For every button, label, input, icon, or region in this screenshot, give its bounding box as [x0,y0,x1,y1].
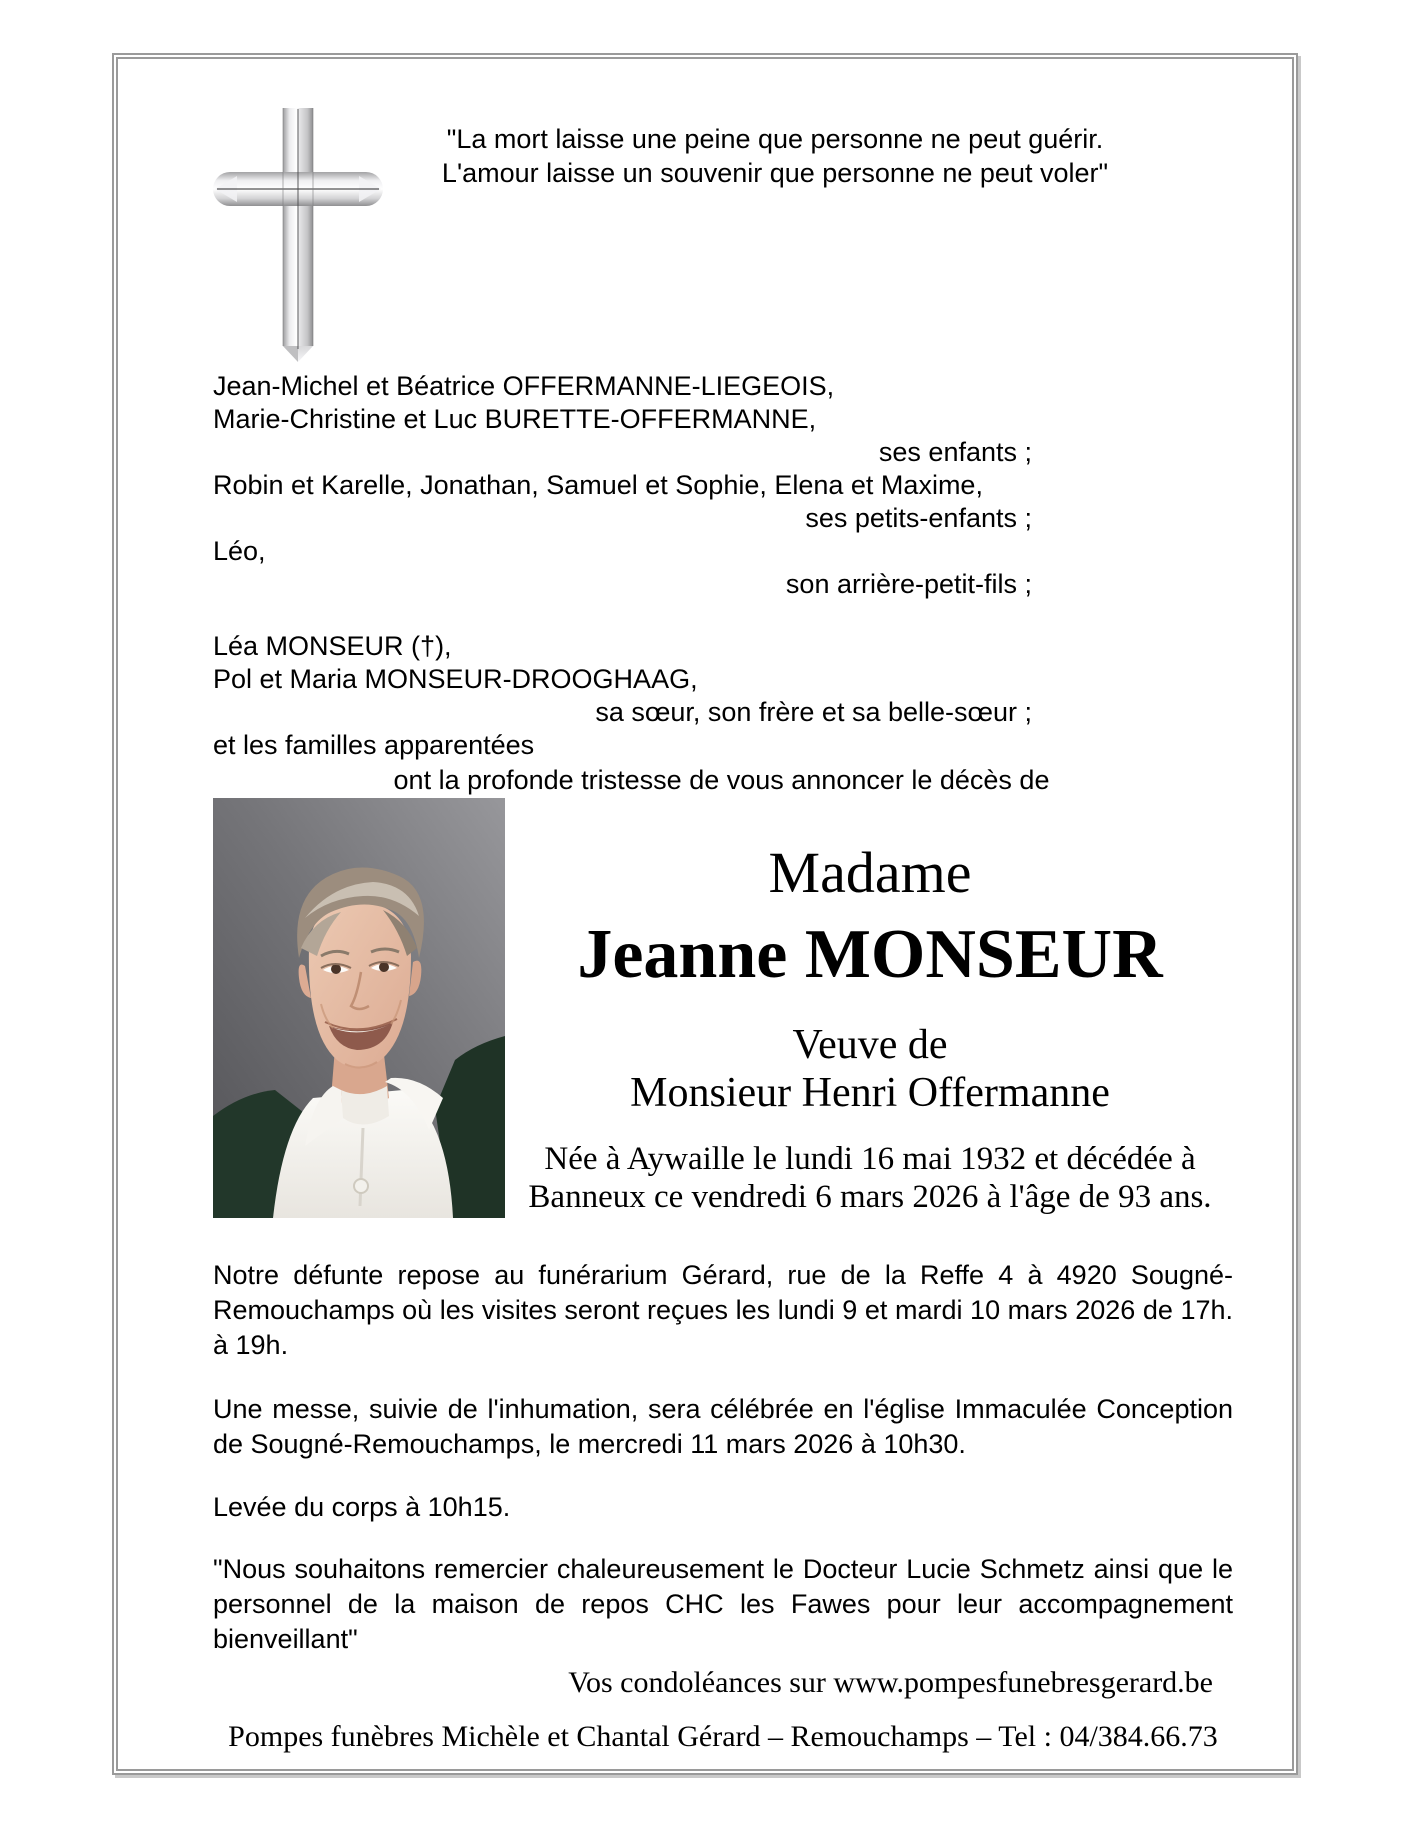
levee-paragraph: Levée du corps à 10h15. [213,1492,511,1522]
family-children-line-2: Marie-Christine et Luc BURETTE-OFFERMANNE, [213,404,817,434]
family-siblings-line-2: Pol et Maria MONSEUR-DROOGHAAG, [213,664,698,694]
family-siblings-line-1: Léa MONSEUR (†), [213,631,452,661]
silver-cross-icon [211,106,385,364]
deceased-title: Madame [768,840,972,905]
funeral-home-line: Pompes funèbres Michèle et Chantal Gérard – Remouchamps – Tel : 04/384.66.73 [228,1720,1218,1753]
thanks-paragraph: "Nous souhaitons remercier chaleureusement le Docteur Lucie Schmetz ainsi que le personnel de la maison de repos CHC les Fawes pour leur accompagnement bienveillant" [213,1554,1233,1654]
birth-death-line-1: Née à Aywaille le lundi 16 mai 1932 et décédée à [544,1141,1196,1177]
memorial-quote [420,122,1130,190]
family-greatgrandson-line: Léo, [213,536,266,566]
family-relation-greatgrandson: son arrière-petit-fils ; [785,569,1032,599]
family-relation-siblings: sa sœur, son frère et sa belle-sœur ; [595,697,1032,727]
family-children-line-1: Jean-Michel et Béatrice OFFERMANNE-LIEGEOIS, [213,371,835,401]
announcement-line: ont la profonde tristesse de vous annoncer le décès de [393,765,1050,795]
family-relation-grandchildren: ses petits-enfants ; [805,503,1032,533]
family-grandchildren-line: Robin et Karelle, Jonathan, Samuel et Sophie, Elena et Maxime, [213,470,983,500]
deceased-name: Jeanne MONSEUR [577,916,1163,993]
memorial-quote-line-2: L'amour laisse un souvenir que personne ne peut voler" [441,158,1109,188]
widow-line-2: Monsieur Henri Offermanne [630,1070,1110,1116]
wake-paragraph: Notre défunte repose au funérarium Gérard, rue de la Reffe 4 à 4920 Sougné-Remouchamps où les visites seront reçues les lundi 9 et mardi 10 mars 2026 de 17h. à 19h. [213,1260,1233,1360]
family-relation-children: ses enfants ; [878,437,1032,467]
widow-line-1: Veuve de [792,1022,948,1068]
birth-death-line-2: Banneux ce vendredi 6 mars 2026 à l'âge de 93 ans. [528,1179,1212,1215]
memorial-quote-line-1: "La mort laisse une peine que personne ne peut guérir. [446,124,1104,154]
mass-paragraph: Une messe, suivie de l'inhumation, sera célébrée en l'église Immaculée Conception de Sougné-Remouchamps, le mercredi 11 mars 2026 à 10h30. [213,1394,1233,1459]
portrait-photo [213,798,505,1218]
family-related-families: et les familles apparentées [213,730,535,760]
condolences-line: Vos condoléances sur www.pompesfunebresgerard.be [568,1666,1213,1699]
